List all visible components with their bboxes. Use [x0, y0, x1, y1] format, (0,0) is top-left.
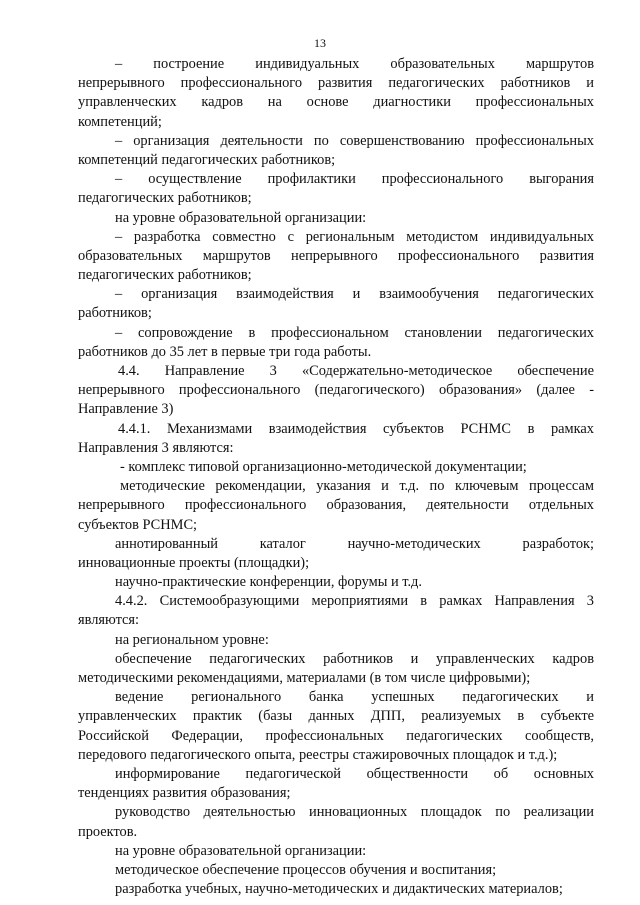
text-line: – организация деятельности по совершенствованию профессиональных — [115, 132, 594, 149]
paragraph — [78, 631, 594, 650]
paragraph — [78, 420, 594, 458]
paragraph — [78, 324, 594, 362]
text-line: работников; — [78, 305, 152, 322]
text-line: компетенций; — [78, 113, 162, 130]
text-line: на региональном уровне: — [115, 631, 269, 648]
text-line: тенденциях развития образования; — [78, 785, 291, 802]
text-line: методическими рекомендациями, материалами (в том числе цифровыми); — [78, 670, 531, 686]
text-line: компетенций педагогических работников; — [78, 151, 336, 168]
text-line: непрерывного профессионального образования, деятельности отдельных — [78, 497, 594, 514]
paragraph — [78, 650, 594, 688]
text-line: обеспечение педагогических работников и управленческих кадров — [115, 650, 594, 667]
text-line: непрерывного профессионального развития педагогических работников и — [78, 75, 594, 92]
paragraph — [78, 458, 594, 477]
paragraph — [78, 170, 594, 208]
paragraph — [78, 209, 594, 228]
text-line: методическое обеспечение процессов обучения и воспитания; — [115, 861, 497, 878]
paragraph — [78, 477, 594, 535]
text-line: информирование педагогической общественности об основных — [115, 765, 594, 782]
text-line: 4.4. Направление 3 «Содержательно-методическое обеспечение — [118, 363, 594, 379]
text-line: педагогических работников; — [78, 190, 252, 207]
text-line: субъектов РСНМС; — [78, 516, 198, 533]
paragraph — [78, 535, 594, 573]
paragraph — [78, 880, 594, 899]
paragraph — [78, 228, 594, 286]
text-line: работников до 35 лет в первые три года работы. — [78, 343, 372, 360]
text-line: являются: — [78, 612, 140, 629]
text-line: – построение индивидуальных образовательных маршрутов — [115, 56, 594, 72]
text-line: передового педагогического опыта, реестры стажировочных площадок и т.д.); — [78, 746, 558, 763]
paragraph — [78, 592, 594, 630]
text-line: на уровне образовательной организации: — [115, 842, 367, 859]
text-line: – осуществление профилактики профессионального выгорания — [115, 171, 594, 188]
text-line: проектов. — [78, 823, 138, 840]
text-line: научно-практические конференции, форумы и т.д. — [115, 574, 422, 591]
text-line: – организация взаимодействия и взаимообучения педагогических — [115, 286, 594, 303]
text-line: на уровне образовательной организации: — [115, 209, 367, 226]
paragraph — [78, 362, 594, 420]
text-line: аннотированный каталог научно-методических разработок; — [115, 535, 594, 552]
text-line: педагогических работников; — [78, 267, 252, 284]
text-line: Направление 3) — [78, 401, 174, 418]
text-line: 4.4.1. Механизмами взаимодействия субъектов РСНМС в рамках — [118, 420, 594, 437]
text-line: ведение регионального банка успешных педагогических и — [115, 689, 594, 706]
text-line: – сопровождение в профессиональном становлении педагогических — [115, 324, 594, 341]
page-number: 13 — [314, 36, 326, 50]
paragraph — [78, 55, 594, 132]
text-line: управленческих кадров на основе диагностики профессиональных — [78, 94, 594, 111]
paragraph — [78, 803, 594, 841]
paragraph — [78, 765, 594, 803]
text-line: образовательных маршрутов непрерывного профессионального развития — [78, 247, 594, 264]
text-line: руководство деятельностью инновационных площадок по реализации — [115, 804, 594, 821]
text-line: методические рекомендации, указания и т.д. по ключевым процессам — [120, 478, 594, 495]
text-line: Российской Федерации, профессиональных педагогических сообществ, — [78, 727, 594, 744]
paragraph — [78, 573, 594, 592]
paragraph — [78, 842, 594, 861]
paragraph — [78, 688, 594, 765]
text-line: – разработка совместно с региональным методистом индивидуальных — [115, 228, 594, 245]
text-line: - комплекс типовой организационно-методической документации; — [120, 458, 527, 475]
text-line: непрерывного профессионального (педагогического) образования» (далее - — [78, 382, 594, 399]
paragraph — [78, 861, 594, 880]
text-line: инновационные проекты (площадки); — [78, 554, 310, 571]
text-line: Направления 3 являются: — [78, 439, 234, 456]
text-line: управленческих практик (базы данных ДПП, реализуемых в субъекте — [78, 708, 594, 725]
paragraph — [78, 132, 594, 170]
document-body — [78, 55, 594, 899]
text-line: разработка учебных, научно-методических и дидактических материалов; — [115, 881, 563, 898]
text-line: 4.4.2. Системообразующими мероприятиями в рамках Направления 3 — [115, 593, 594, 610]
paragraph — [78, 285, 594, 323]
